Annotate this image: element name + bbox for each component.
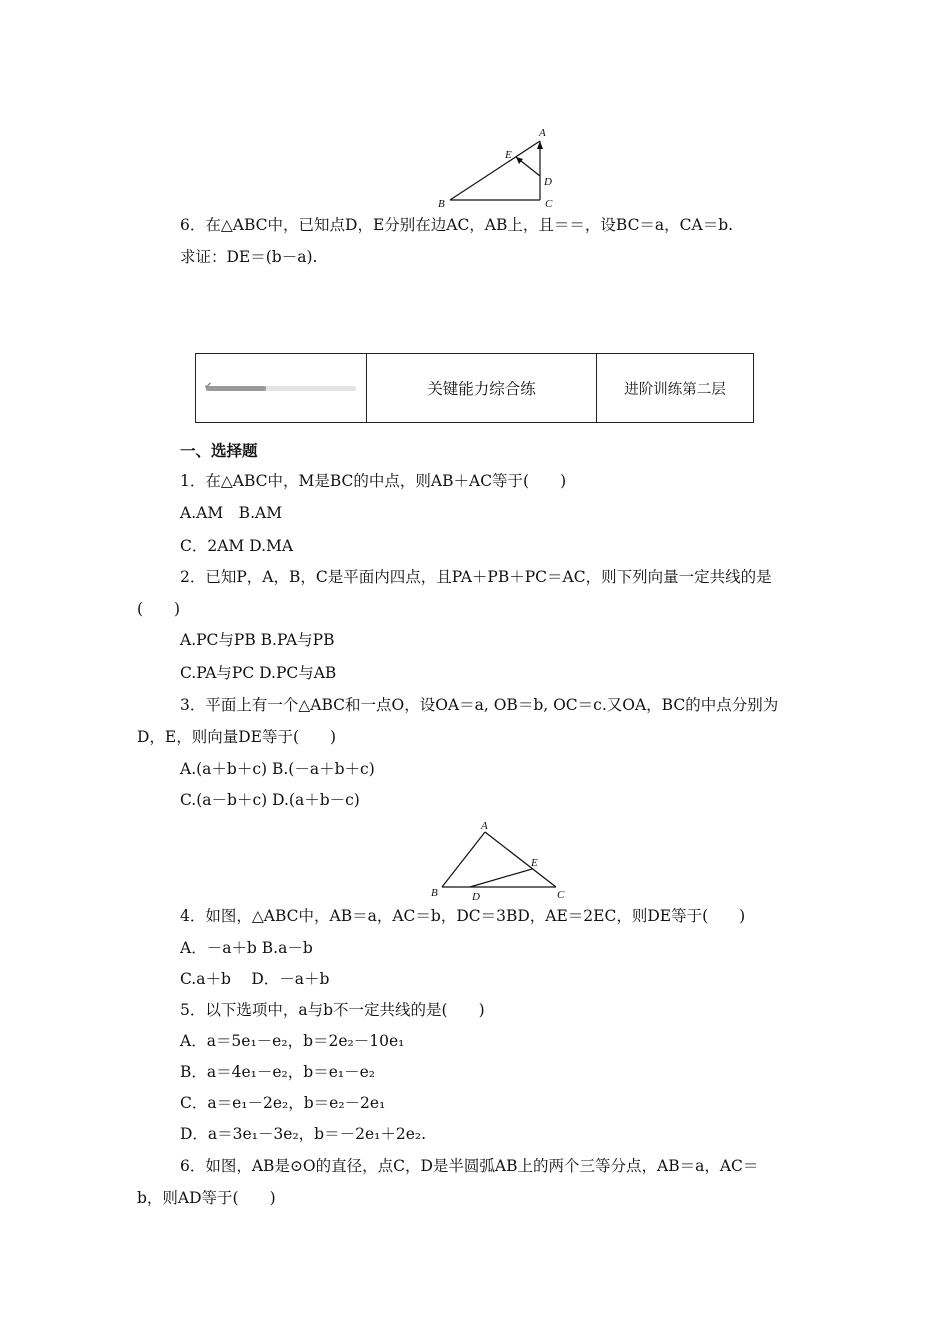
progress-cell bbox=[196, 354, 367, 422]
q4-options-cd: C.a＋b D．－a＋b bbox=[180, 970, 330, 988]
q4-options-ab: A．－a＋b B.a－b bbox=[180, 939, 313, 957]
q3-options-ab: A.(a＋b＋c) B.(－a＋b＋c) bbox=[180, 760, 375, 778]
q4-stem: 4．如图，△ABC中，AB＝a，AC＝b，DC＝3BD，AE＝2EC，则DE等于( ) bbox=[180, 907, 746, 925]
q5-stem: 5．以下选项中，a与b不一定共线的是( ) bbox=[180, 1001, 485, 1019]
banner-level: 进阶训练第二层 bbox=[624, 381, 726, 398]
progress-bar bbox=[204, 380, 356, 392]
section-heading: 一、选择题 bbox=[180, 441, 258, 460]
progress-fill bbox=[206, 386, 266, 391]
q5-option-c: C．a＝e₁－2e₂，b＝e₂－2e₁ bbox=[180, 1094, 386, 1112]
check-icon: ✔ bbox=[204, 380, 213, 392]
q6-stem-2: b，则AD等于( ) bbox=[137, 1189, 276, 1207]
q6-stem-1: 6．如图，AB是⊙O的直径，点C，D是半圆弧AB上的两个三等分点，AB＝a，AC＝ bbox=[180, 1157, 759, 1175]
fig2-label-e: E bbox=[531, 857, 538, 869]
fig2-label-c: C bbox=[557, 889, 565, 901]
q3-options-cd: C.(a－b＋c) D.(a＋b－c) bbox=[180, 791, 360, 809]
triangle-figure-2 bbox=[425, 818, 575, 904]
q2-options-cd: C.PA与PC D.PC与AB bbox=[180, 664, 337, 682]
q6-top-line2: 求证：DE＝(b－a). bbox=[180, 248, 318, 266]
q6-top-line1: 6．在△ABC中，已知点D，E分别在边AC，AB上，且＝＝，设BC＝a，CA＝b. bbox=[180, 216, 734, 234]
fig2-label-b: B bbox=[431, 887, 438, 899]
q1-options-cd: C．2AM D.MA bbox=[180, 537, 294, 555]
q5-option-d: D．a＝3e₁－3e₂，b＝－2e₁＋2e₂. bbox=[180, 1125, 427, 1143]
q2-stem-1: 2．已知P，A，B，C是平面内四点，且PA＋PB＋PC＝AC，则下列向量一定共线的是 bbox=[180, 568, 772, 586]
q3-stem-2: D，E，则向量DE等于( ) bbox=[137, 728, 337, 746]
section-banner bbox=[195, 353, 754, 423]
fig2-label-a: A bbox=[481, 820, 488, 832]
q3-stem-1: 3．平面上有一个△ABC和一点O，设OA＝a, OB＝b, OC＝c.又OA，BC的中点分别为 bbox=[180, 696, 779, 714]
fig2-label-d: D bbox=[472, 891, 480, 903]
fig1-label-a: A bbox=[539, 127, 546, 139]
q1-stem: 1．在△ABC中，M是BC的中点，则AB＋AC等于( ) bbox=[180, 472, 567, 490]
q5-option-a: A．a＝5e₁－e₂，b＝2e₂－10e₁ bbox=[180, 1032, 405, 1050]
fig1-label-e: E bbox=[505, 149, 512, 161]
fig1-label-b: B bbox=[438, 198, 445, 210]
q2-stem-2: ( ) bbox=[137, 600, 181, 618]
banner-title: 关键能力综合练 bbox=[367, 354, 597, 422]
fig1-label-d: D bbox=[544, 176, 552, 188]
q2-options-ab: A.PC与PB B.PA与PB bbox=[180, 631, 335, 649]
triangle-figure-1 bbox=[430, 124, 570, 210]
q5-option-b: B．a＝4e₁－e₂，b＝e₁－e₂ bbox=[180, 1063, 375, 1081]
fig1-label-c: C bbox=[545, 198, 553, 210]
q1-options-ab: A.AM B.AM bbox=[180, 504, 283, 522]
